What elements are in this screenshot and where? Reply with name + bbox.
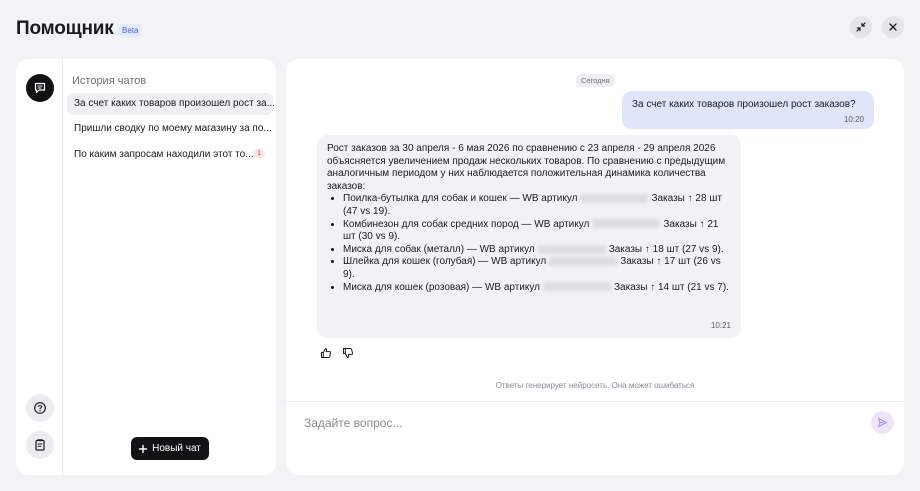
product-name: Миска для кошек (розовая) — WB артикул	[343, 281, 540, 293]
unread-badge: 1	[253, 149, 265, 158]
assistant-message-intro: Рост заказов за 30 апреля - 6 мая 2026 по сравнению с 23 апреля - 29 апреля 2026 объясняется увеличением продаж нескольких товаров. По сравнению с предыдущим аналогичным периодом у них наблюдается положительная динамика количества заказов:	[327, 143, 726, 192]
chat-history-label: Пришли сводку по моему магазину за по...	[74, 123, 272, 134]
product-name: Шлейка для кошек (голубая) — WB артикул	[343, 256, 547, 268]
product-list	[343, 193, 731, 294]
blurred-article	[592, 219, 660, 228]
dislike-button[interactable]	[342, 346, 354, 358]
chat-history-item[interactable]	[67, 144, 273, 166]
product-name: Поилка-бутылка для собак и кошек — WB артикул	[343, 193, 578, 205]
plus-icon	[139, 445, 147, 453]
assistant-message	[317, 135, 741, 338]
beta-badge: Beta	[118, 24, 142, 37]
notes-button[interactable]	[26, 431, 54, 459]
send-icon	[877, 417, 888, 428]
user-message	[622, 91, 874, 129]
chat-history-label: За счет каких товаров произошел рост за...	[74, 98, 275, 109]
blurred-article	[549, 257, 617, 266]
list-item	[343, 193, 731, 218]
message-time: 10:21	[710, 321, 731, 331]
user-message-text: За счет каких товаров произошел рост заказов?	[632, 99, 856, 110]
collapse-button[interactable]	[850, 16, 872, 38]
list-item	[343, 282, 731, 295]
product-stats: Заказы ↑ 28 шт (47 vs 19).	[343, 193, 722, 217]
list-item	[343, 219, 731, 244]
blurred-article	[580, 194, 648, 203]
thumbs-down-icon	[342, 347, 354, 359]
app-title: Помощник	[16, 18, 114, 39]
clipboard-icon	[33, 438, 47, 452]
product-stats: Заказы ↑ 14 шт (21 vs 7).	[614, 281, 729, 293]
list-item	[343, 244, 731, 257]
collapse-icon	[856, 22, 866, 32]
composer	[286, 401, 904, 475]
new-chat-label: Новый чат	[152, 443, 201, 454]
like-button[interactable]	[320, 346, 332, 358]
send-button[interactable]	[871, 411, 894, 434]
message-time: 10:20	[843, 115, 864, 124]
chat-history-item[interactable]	[67, 118, 273, 140]
new-chat-button[interactable]	[131, 437, 209, 460]
list-item	[343, 256, 731, 281]
close-icon	[888, 22, 898, 32]
date-separator: Сегодня	[576, 74, 615, 87]
chat-history-item[interactable]	[67, 93, 273, 115]
thumbs-up-icon	[320, 347, 332, 359]
chat-bubble-icon	[33, 81, 47, 95]
ai-disclaimer: Ответы генерирует нейросеть. Она может ошибаться	[495, 381, 695, 390]
product-stats: Заказы ↑ 21 шт (30 vs 9).	[343, 218, 719, 243]
chat-nav-button[interactable]	[26, 74, 54, 102]
product-stats: Заказы ↑ 17 шт (26 vs 9).	[343, 256, 721, 280]
help-button[interactable]	[26, 394, 54, 422]
sidebar	[16, 59, 276, 475]
chat-history-label: По каким запросам находили этот то...	[74, 149, 254, 160]
blurred-article	[538, 245, 606, 254]
blurred-article	[543, 282, 611, 291]
chat-panel	[286, 59, 904, 475]
product-name: Миска для собак (металл) — WB артикул	[343, 243, 535, 255]
product-name: Комбинезон для собак средних пород — WB артикул	[343, 218, 590, 230]
close-button[interactable]	[882, 16, 904, 38]
question-input[interactable]	[304, 414, 824, 432]
product-stats: Заказы ↑ 18 шт (27 vs 9).	[608, 243, 724, 255]
help-icon	[33, 401, 47, 415]
icon-rail	[16, 59, 63, 475]
history-title: История чатов	[72, 75, 147, 87]
